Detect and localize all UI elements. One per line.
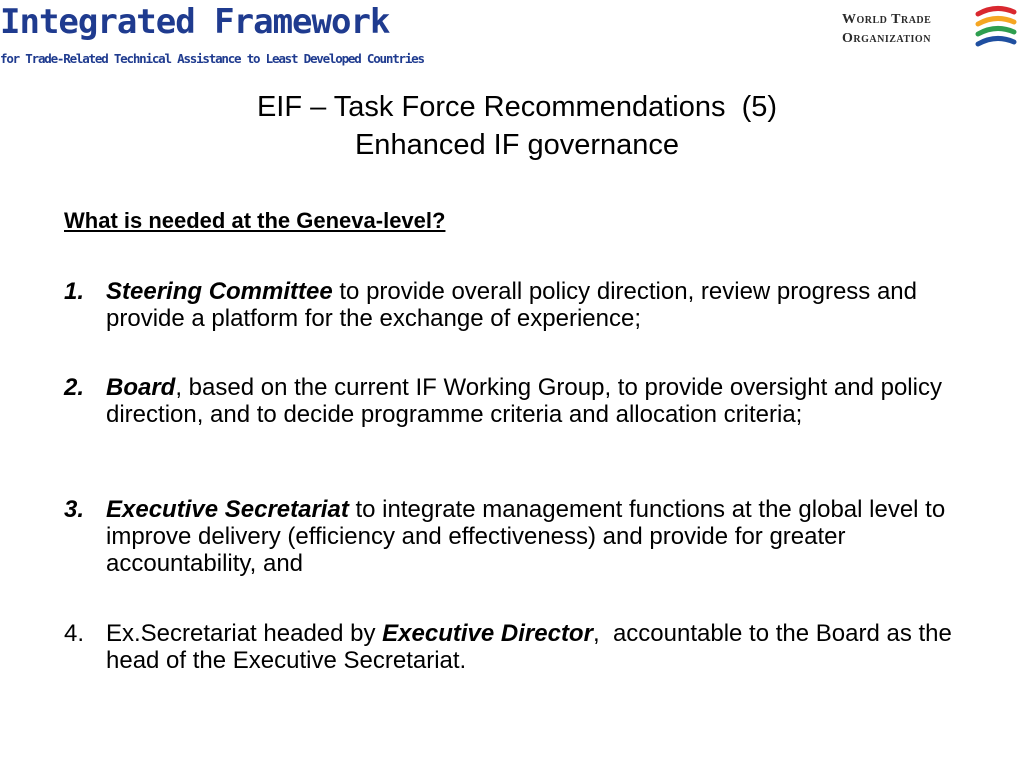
list-item — [64, 496, 974, 577]
organization-name-line2: Organization — [842, 31, 931, 46]
list-item-term: Steering Committee — [106, 278, 333, 305]
list-item-number: 2. — [64, 374, 85, 401]
list-item — [64, 278, 974, 332]
list-item-description: to provide overall policy direction, review progress and provide a platform for the exchange of experience; — [106, 278, 918, 332]
list-item-prefix: Ex.Secretariat headed by — [106, 620, 383, 647]
list-item-description: , based on the current IF Working Group, to provide oversight and policy direction, and to decide programme criteria and allocation criteria; — [106, 374, 942, 428]
list-item-term: Board — [106, 374, 176, 401]
list-item-number: 4. — [64, 620, 85, 647]
slide-title-line1: EIF – Task Force Recommendations (5) — [256, 91, 778, 123]
list-item-description: , accountable to the Board as the head of the Executive Secretariat. — [106, 620, 959, 674]
list-item — [64, 620, 974, 674]
list-item-term: Executive Director — [382, 620, 593, 647]
section-question: What is needed at the Geneva-level? — [64, 208, 446, 233]
list-item-description: to integrate management functions at the global level to improve delivery (efficiency and effectiveness) and provide for greater accountability, and — [106, 496, 946, 577]
list-item-number: 1. — [64, 278, 85, 305]
wto-emblem-icon — [974, 4, 1018, 60]
list-item-number: 3. — [64, 496, 85, 523]
list-item — [64, 374, 974, 428]
list-item-term: Executive Secretariat — [106, 496, 349, 523]
program-title: Integrated Framework — [0, 2, 390, 42]
organization-name — [842, 10, 931, 48]
wto-logo-block — [838, 6, 1018, 62]
slide-title-line2: Enhanced IF governance — [354, 129, 680, 161]
organization-name-line1: World Trade — [842, 12, 932, 27]
slide-title — [0, 88, 1024, 164]
program-subtitle: for Trade-Related Technical Assistance to Least Developed Countries — [0, 51, 424, 66]
